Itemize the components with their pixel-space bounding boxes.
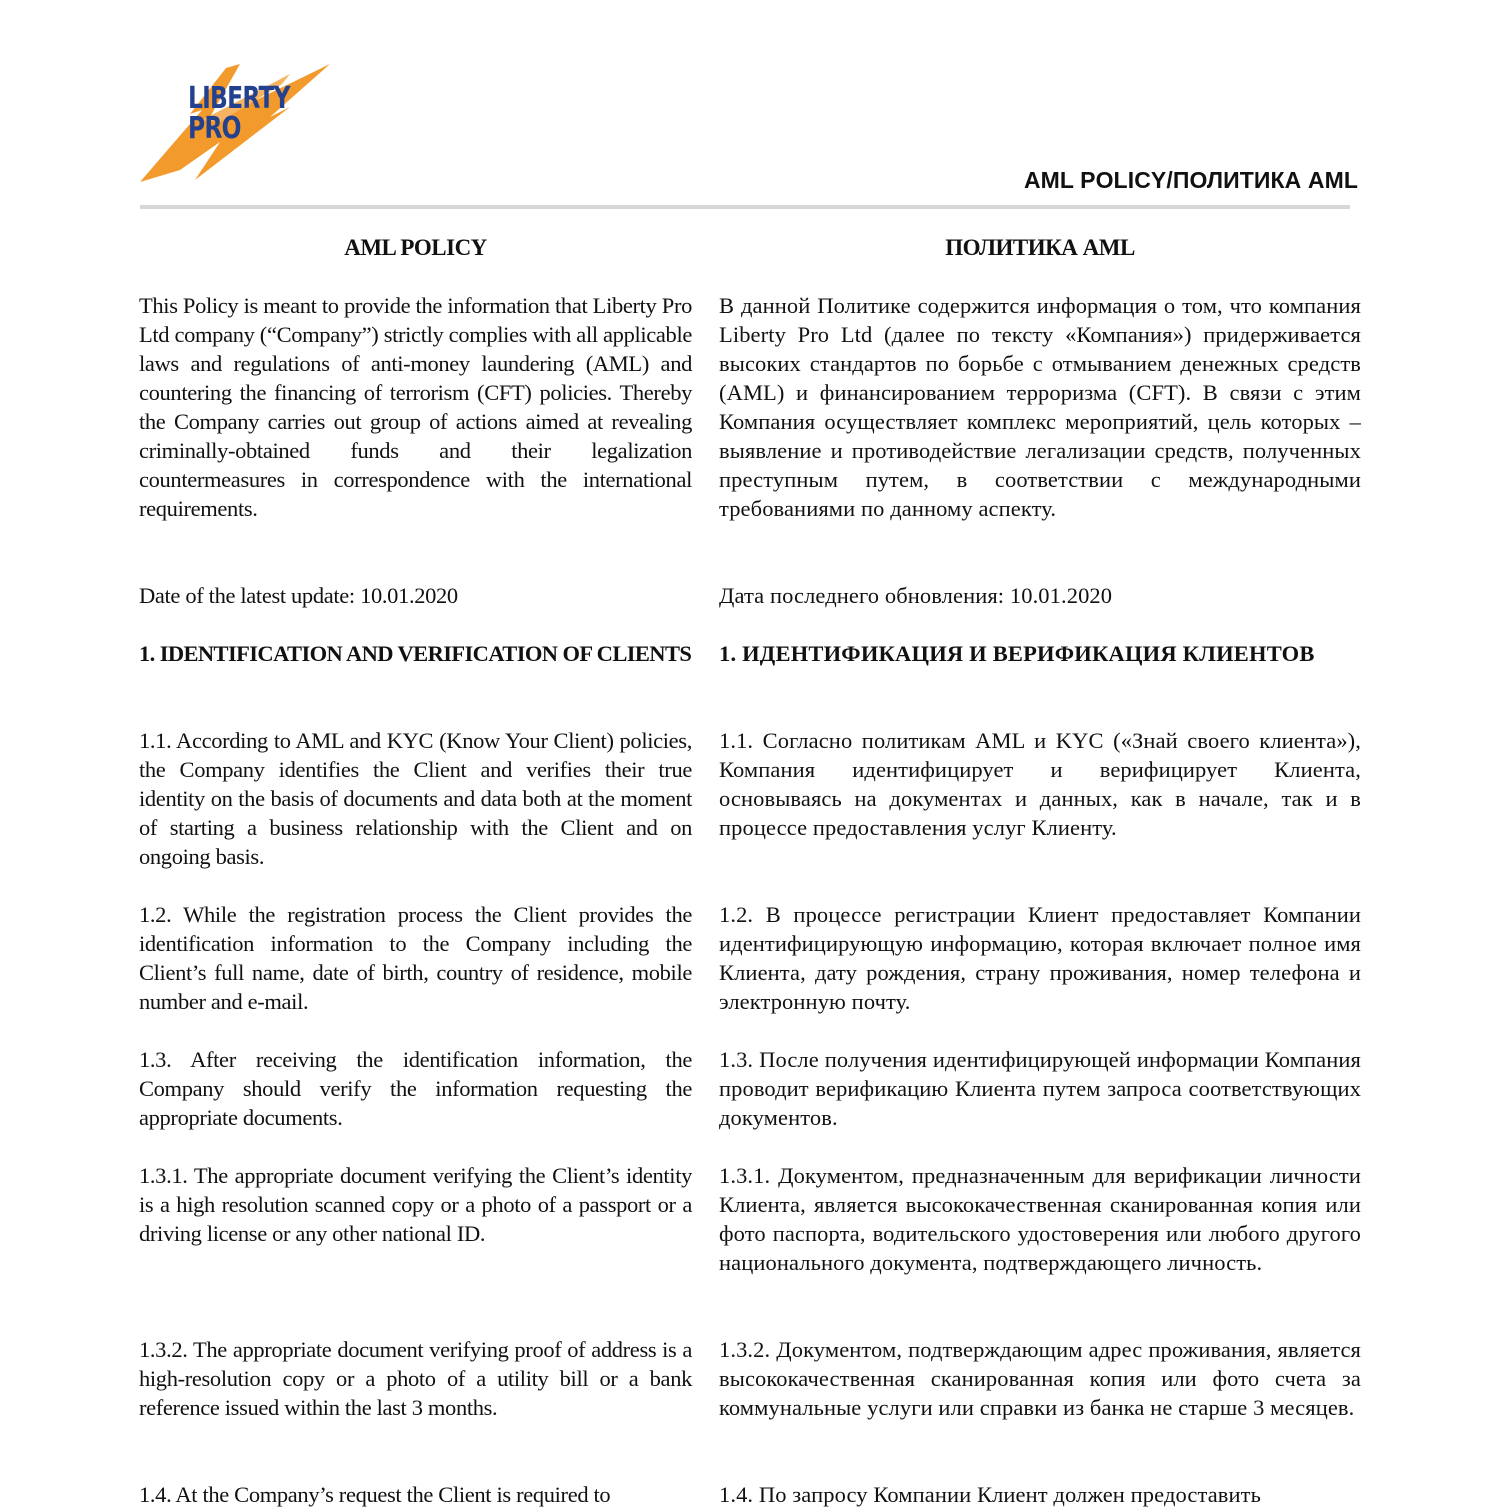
header-divider bbox=[140, 205, 1350, 209]
english-paragraph-1-3-1: 1.3.1. The appropriate document verifying the Client’s identity is a high resolution scanned copy or a photo of a passport or a driving license or any other national ID. bbox=[139, 1163, 692, 1246]
liberty-pro-logo bbox=[140, 62, 335, 187]
russian-column bbox=[719, 230, 1361, 1507]
logo-line-1: LIBERTY bbox=[188, 81, 290, 116]
russian-paragraph-1-1: 1.1. Согласно политикам AML и KYC («Знай своего клиента»), Компания идентифицирует и верифицирует Клиента, основываясь на документах и данных, как в начале, так и в процессе предоставления услуг Клиенту. bbox=[719, 728, 1361, 840]
english-date-line: Date of the latest update: 10.01.2020 bbox=[139, 583, 458, 608]
russian-paragraph-1-4: 1.4. По запросу Компании Клиент должен предоставить bbox=[719, 1482, 1261, 1507]
english-paragraph-1-4: 1.4. At the Company’s request the Client is required to bbox=[139, 1482, 611, 1507]
logo-text bbox=[188, 81, 290, 146]
english-intro-paragraph: This Policy is meant to provide the information that Liberty Pro Ltd company (“Company”) strictly complies with all applicable laws and regulations of anti-money laundering (AML) and countering the financing of terrorism (CFT) policies. Thereby the Company carries out group of actions aimed at revealing criminally-obtained funds and their legalization countermeasures in correspondence with the international requirements. bbox=[139, 293, 692, 521]
english-paragraph-1-3-2: 1.3.2. The appropriate document verifying proof of address is a high-resolution copy or a photo of a utility bill or a bank reference issued within the last 3 months. bbox=[139, 1337, 692, 1420]
russian-intro-paragraph: В данной Политике содержится информация о том, что компания Liberty Pro Ltd (далее по тексту «Компания») придерживается высоких стандартов по борьбе с отмыванием денежных средств (AML) и финансированием терроризма (CFT). В связи с этим Компания осуществляет комплекс мероприятий, цель которых – выявление и противодействие легализации средств, полученных преступным путем, в соответствии с международными требованиями по данному аспекту. bbox=[719, 293, 1361, 521]
russian-paragraph-1-2: 1.2. В процессе регистрации Клиент предоставляет Компании идентифицирующую информацию, которая включает полное имя Клиента, дату рождения, страну проживания, номер телефона и электронную почту. bbox=[719, 902, 1361, 1014]
document-header-title: AML POLICY/ПОЛИТИКА AML bbox=[1023, 167, 1358, 193]
russian-paragraph-1-3: 1.3. После получения идентифицирующей информации Компания проводит верификацию Клиента путем запроса соответствующих документов. bbox=[719, 1047, 1361, 1130]
russian-paragraph-1-3-2: 1.3.2. Документом, подтверждающим адрес проживания, является высококачественная сканированная копия или фото счета за коммунальные услуги или справки из банка не старше 3 месяцев. bbox=[719, 1337, 1361, 1420]
english-paragraph-1-1: 1.1. According to AML and KYC (Know Your Client) policies, the Company identifies the Client and verifies their true identity on the basis of documents and data both at the moment of starting a business relationship with the Client and on ongoing basis. bbox=[139, 728, 692, 869]
russian-paragraph-1-3-1: 1.3.1. Документом, предназначенным для верификации личности Клиента, является высококачественная сканированная копия или фото паспорта, водительского удостоверения или любого другого национального документа, подтверждающего личность. bbox=[719, 1163, 1361, 1275]
english-column bbox=[139, 230, 692, 1507]
english-title: AML POLICY bbox=[344, 235, 487, 260]
russian-date-line: Дата последнего обновления: 10.01.2020 bbox=[719, 583, 1113, 608]
russian-section-1-heading: 1. ИДЕНТИФИКАЦИЯ И ВЕРИФИКАЦИЯ КЛИЕНТОВ bbox=[719, 641, 1315, 666]
english-paragraph-1-3: 1.3. After receiving the identification information, the Company should verify the information requesting the appropriate documents. bbox=[139, 1047, 692, 1130]
english-section-1-heading: 1. IDENTIFICATION AND VERIFICATION OF CLIENTS bbox=[139, 641, 692, 666]
english-paragraph-1-2: 1.2. While the registration process the Client provides the identification information to the Company including the Client’s full name, date of birth, country of residence, mobile number and e-mail. bbox=[139, 902, 692, 1014]
logo-line-2: PRO bbox=[188, 111, 241, 146]
russian-title: ПОЛИТИКА AML bbox=[945, 235, 1135, 260]
